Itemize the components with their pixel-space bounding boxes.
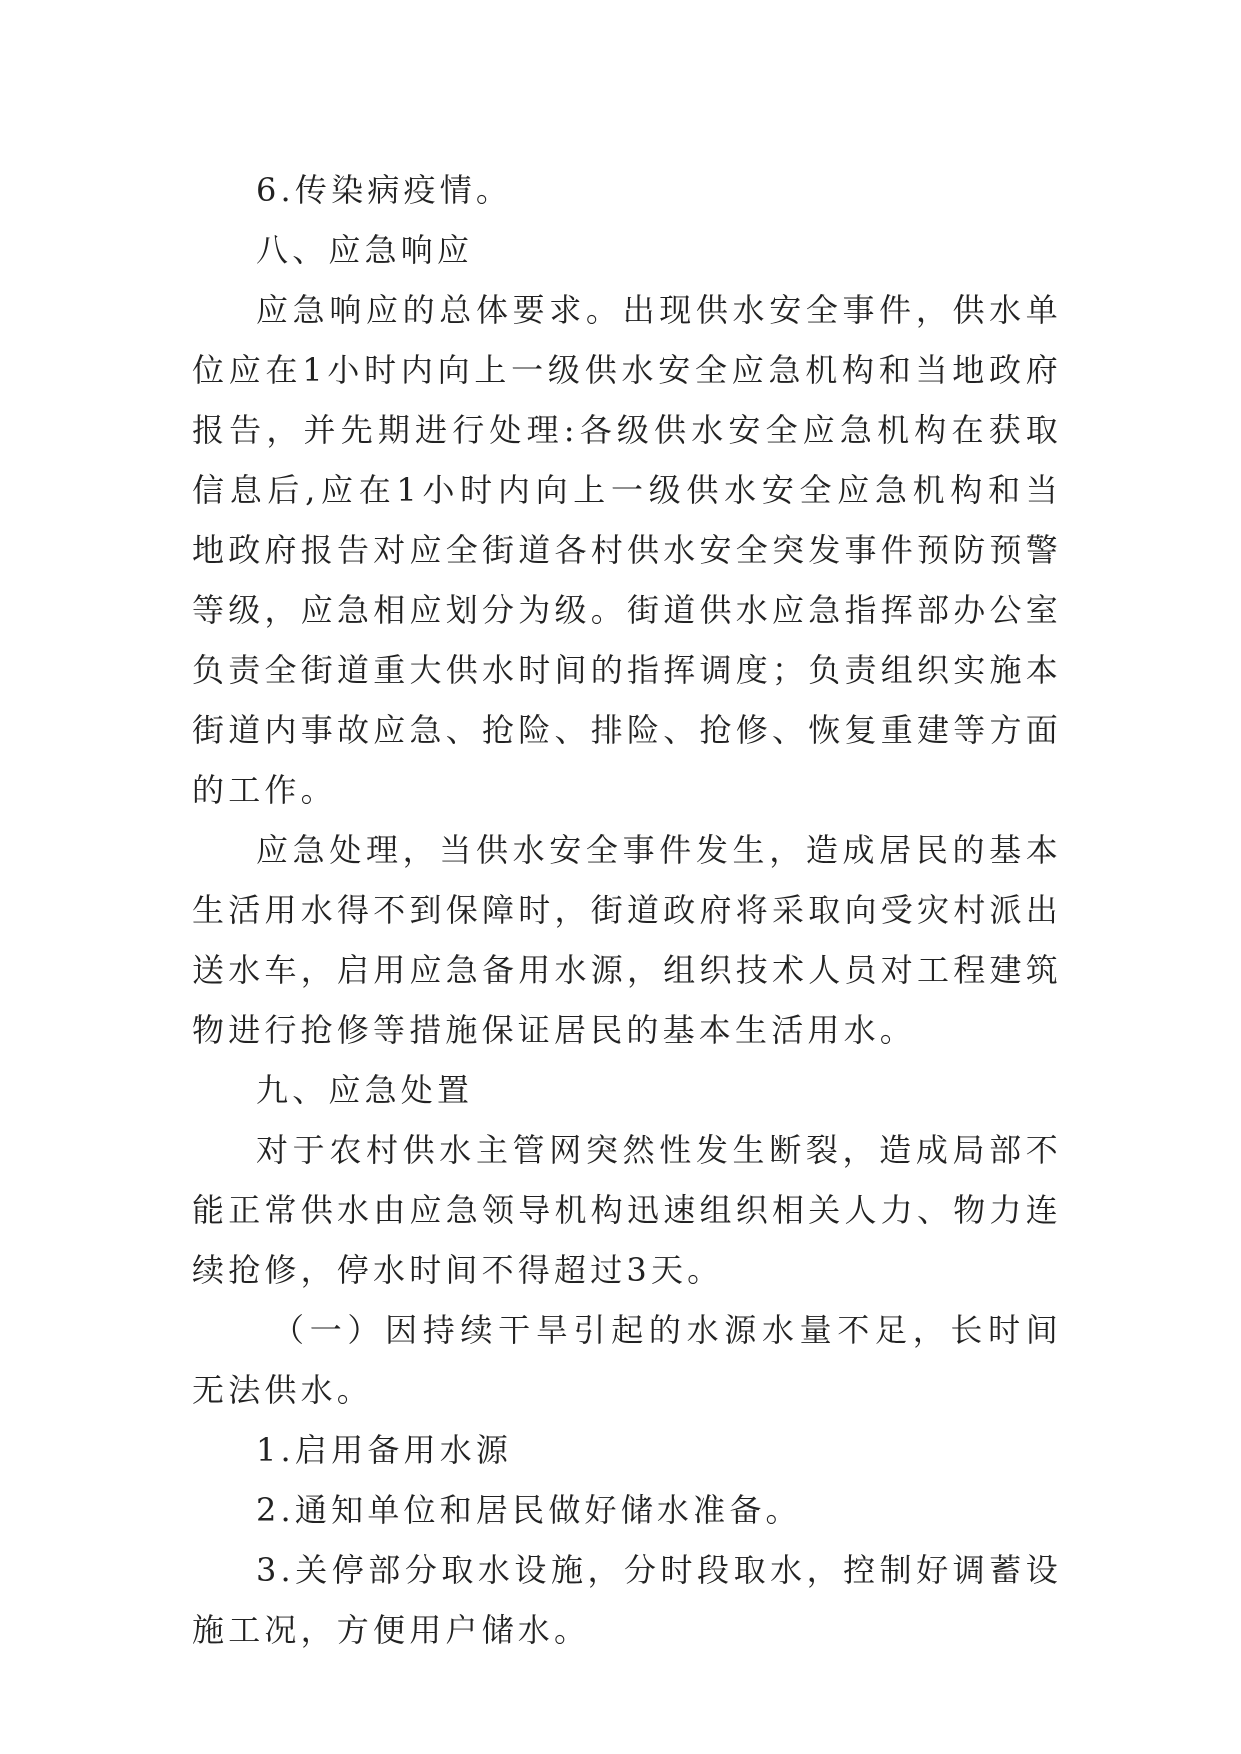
paragraph-emergency-handling: 应急处理，当供水安全事件发生，造成居民的基本生活用水得不到保障时，街道政府将采取向受灾村派出送水车，启用应急备用水源，组织技术人员对工程建筑物进行抢修等措施保证居民的基本生活用水。 — [192, 831, 1062, 1049]
document-body — [192, 160, 1062, 1660]
section-heading-emergency-disposal: 九、应急处置 — [256, 1071, 474, 1109]
paragraph-response-requirements: 应急响应的总体要求。出现供水安全事件，供水单位应在1小时内向上一级供水安全应急机构和当地政府报告，并先期进行处理:各级供水安全应急机构在获取信息后,应在1小时内向上一级供水安全应急机构和当地政府报告对应全街道各村供水安全突发事件预防预警等级，应急相应划分为级。街道供水应急指挥部办公室负责全街道重大供水时间的指挥调度；负责组织实施本街道内事故应急、抢险、排险、抢修、恢复重建等方面的工作。 — [192, 291, 1062, 809]
paragraph-item-6: 6.传染病疫情。 — [256, 171, 513, 209]
paragraph-pipe-rupture: 对于农村供水主管网突然性发生断裂，造成局部不能正常供水由应急领导机构迅速组织相关人力、物力连续抢修，停水时间不得超过3天。 — [192, 1131, 1062, 1289]
list-item-2: 2.通知单位和居民做好储水准备。 — [256, 1491, 802, 1529]
paragraph-drought: （一）因持续干旱引起的水源水量不足，长时间无法供水。 — [192, 1311, 1062, 1409]
list-item-1: 1.启用备用水源 — [256, 1431, 513, 1469]
list-item-3: 3.关停部分取水设施，分时段取水，控制好调蓄设施工况，方便用户储水。 — [192, 1551, 1062, 1649]
section-heading-emergency-response: 八、应急响应 — [256, 231, 474, 269]
